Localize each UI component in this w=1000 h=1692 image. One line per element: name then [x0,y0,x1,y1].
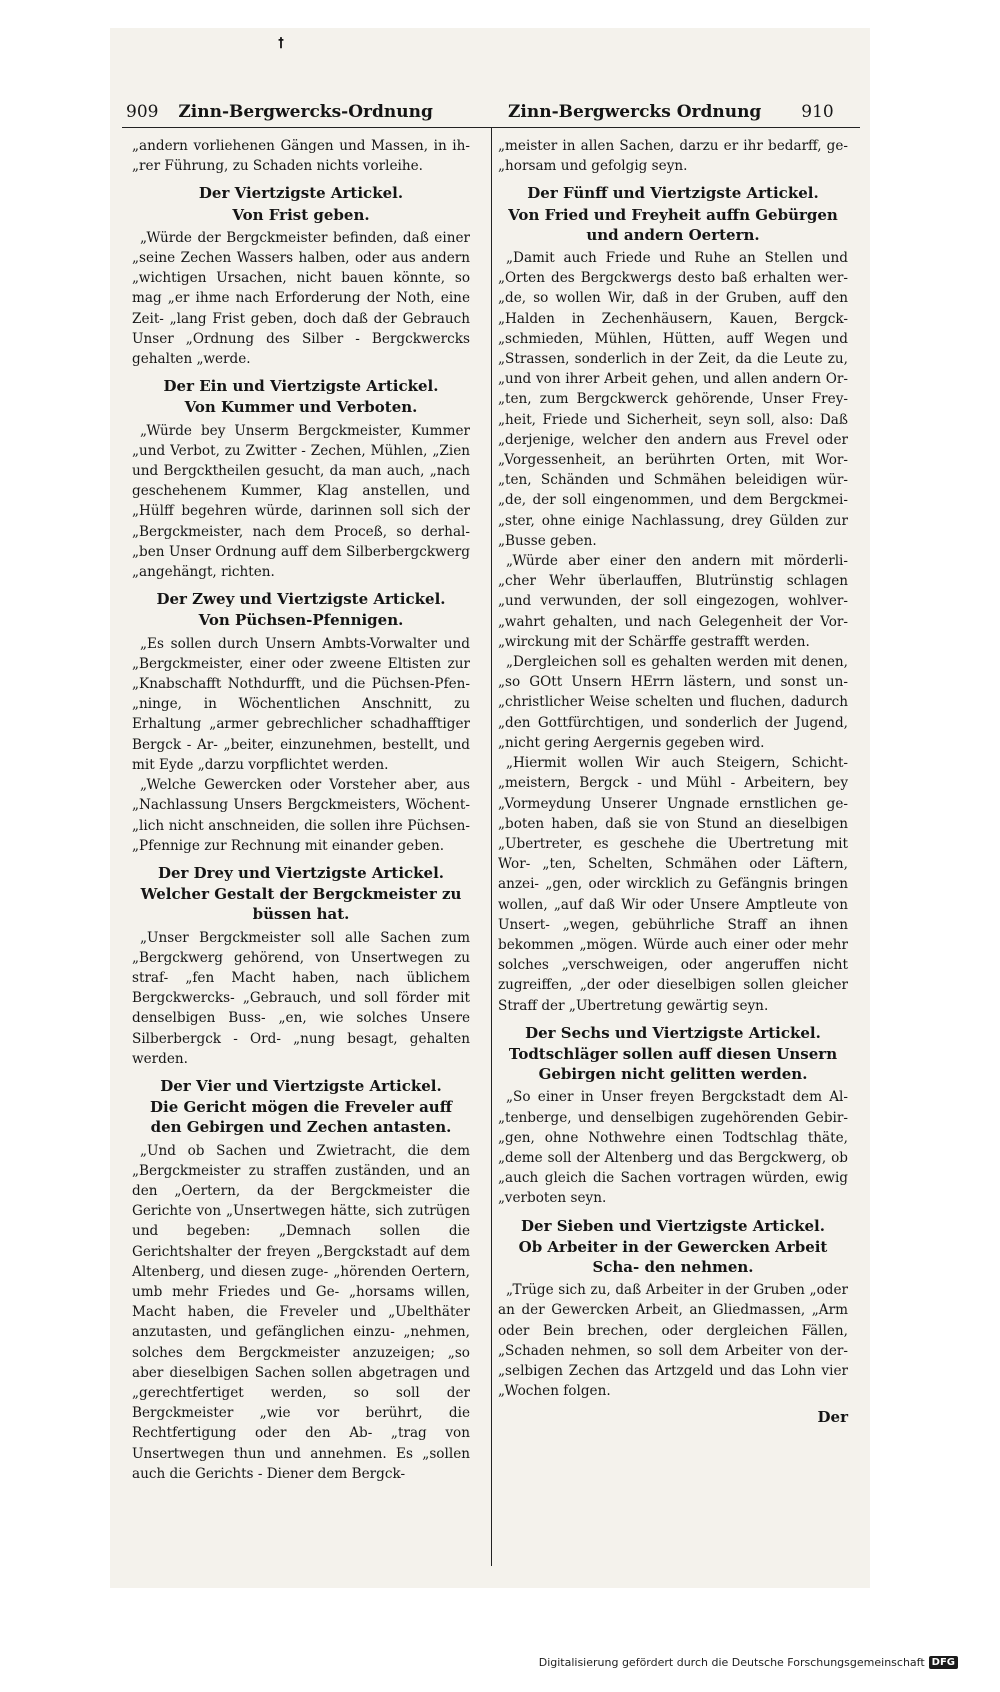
article-subtitle: Welcher Gestalt der Bergckmeister zu büssen hat. [140,885,462,924]
left-page-number: 909 [126,102,159,122]
signature-mark: ꝉ [278,36,284,52]
article-heading: Der Sieben und Viertzigste Artickel. [521,1216,825,1235]
right-column [498,136,848,1428]
catchword: Der [817,1408,848,1427]
paragraph: „Es sollen durch Unsern Ambts-Vorwalter und „Bergckmeister, einer oder zweene Eltisten zur „Knabschafft Nothdurfft, und die Püchsen-Pfen- „ninge, in Wöchentlichen Anschnitt, zu Erhaltung „armer gebrechlicher schadhafftiger Bergck - Ar- „beiter, einzunehmen, bestellt, und mit Eyde „darzu vorpflichtet werden. [132,635,470,773]
paragraph: „Welche Gewercken oder Vorsteher aber, aus „Nachlassung Unsers Bergckmeisters, Wöchent- „lich nicht anschneiden, die sollen ihre Püchsen- „Pfennige zur Rechnung mit einander geben. [132,777,470,854]
article-heading: Der Drey und Viertzigste Artickel. [157,863,445,882]
right-running-title: Zinn-Bergwercks Ordnung [508,102,762,122]
article-subtitle: Von Frist geben. [232,205,370,224]
paragraph: „So einer in Unser freyen Bergckstadt dem Al- „tenberge, und denselbigen zugehörenden Gebir- „gen, ohne Nothwehre einen Todtschlag thäte, „deme soll der Altenberg und das Bergckwerg, ob „auch gleich die Sachen vortragen würden, ewig „verboten seyn. [498,1089,848,1207]
article-subtitle: Todtschläger sollen auff diesen Unsern Gebirgen nicht gelitten werden. [508,1044,838,1084]
article-subtitle: Ob Arbeiter in der Gewercken Arbeit Scha- den nehmen. [518,1237,828,1276]
left-running-title: Zinn-Bergwercks-Ordnung [178,102,433,122]
paragraph: „Würde aber einer den andern mit mörderli- „cher Wehr überlauffen, Blutrünstig schlagen „und verwunden, der soll eingezogen, wohlver- „wahrt gehalten, und nach Gelegenheit der Vor- „wirckung mit der Schärffe gestrafft werden. [498,553,848,650]
article-heading: Der Sechs und Viertzigste Artickel. [525,1023,821,1042]
dfg-logo: DFG [929,1656,958,1669]
text-block: „meister in allen Sachen, darzu er ihr bedarff, ge- „horsam und gefolgig seyn. [498,138,848,175]
paragraph: „Würde der Bergckmeister befinden, daß einer „seine Zechen Wassers halben, oder aus andern „wichtigen Ursachen, nicht bauen könnte, so mag „er ihme nach Erforderung der Noth, eine Zeit- „lang Frist geben, doch daß der Gebrauch Unser „Ordnung des Silber - Bergckwercks gehalten „werde. [132,229,470,368]
article-heading: Der Viertzigste Artickel. [198,184,404,203]
text-block: „andern vorliehenen Gängen und Massen, in ih- „rer Führung, zu Schaden nichts vorleihe. [132,138,470,175]
paragraph: „Und ob Sachen und Zwietracht, die dem „Bergckmeister zu straffen zuständen, und an den „Oertern, da der Bergckmeister die Gerichte von „Unsertwegen hätte, sich zutrügen und begeben: „Demnach sollen die Gerichtshalter der freyen „Bergckstadt auf dem Altenberg, und diesen zuge- „hörenden Oertern, umb mehr Friedes und Ge- „horsams willen, Macht haben, die Freveler und „Ubelthäter anzutasten, und gefänglichen einzu- „nehmen, solches dem Bergckmeister anzuzeigen; „so aber dieselbigen Sachen sollen abgetragen und „gerechtfertiget werden, so soll der Bergckmeister „wie vor berührt, die Rechtfertigung oder den Ab- „trag von Unsertwegen thun und annehmen. Es „sollen auch die Gerichts - Diener dem Bergck- [132,1142,470,1482]
article-heading: Der Zwey und Viertzigste Artickel. [156,590,446,609]
article-heading: Der Fünff und Viertzigste Artickel. [527,184,819,203]
paragraph: „Dergleichen soll es gehalten werden mit denen, „so GOtt Unsern HErrn lästern, und sonst un- „christlicher Weise schelten und fluchen, dadurch „den Gottfürchtigen, und sonderlich der Jugend, „nicht gering Aergernis gegeben wird. [498,654,848,751]
paragraph: „Würde bey Unserm Bergckmeister, Kummer „und Verbot, zu Zwitter - Zechen, Mühlen, „Zien und Bergcktheilen gesucht, da man auch, „nach geschehenem Kummer, Klag anstellen, und „Hülff begehren würde, darinnen soll sich der „Bergckmeister, nach dem Proceß, so derhal- „ben Unser Ordnung auff dem Silberbergckwerg „angehängt, richten. [132,422,470,581]
article-heading: Der Vier und Viertzigste Artickel. [160,1076,442,1095]
article-subtitle: Von Püchsen-Pfennigen. [198,611,404,630]
paragraph: „Unser Bergckmeister soll alle Sachen zum „Bergckwerg gehörend, von Unsertwegen zu straf- „fen Macht haben, nach üblichem Bergckwercks- „Gebrauch, und soll förder mit denselbigen Buss- „en, wie solches Unsere Silberbergck - Ord- „nung besagt, gehalten werden. [132,929,470,1067]
article-subtitle: Die Gericht mögen die Freveler auff den Gebirgen und Zechen antasten. [150,1098,452,1137]
article-subtitle: Von Kummer und Verboten. [184,398,418,417]
article-subtitle: Von Fried und Freyheit auffn Gebürgen und andern Oertern. [508,205,838,244]
right-header [508,102,834,122]
footer [539,1656,958,1669]
paragraph: „Damit auch Friede und Ruhe an Stellen und „Orten des Bergckwergs desto baß erhalten wer- „de, so wollen Wir, daß in der Gruben, auff den „Halden in Zechenhäusern, Kauen, Bergck- „schmieden, Mühlen, Hütten, auff Wegen und „Strassen, sonderlich in der Zeit, da die Leute zu, „und von ihrer Arbeit gehen, und allen andern Or- „ten, zum Bergckwerck gehörende, Unser Frey- „heit, Friede und Sicherheit, seyn soll, also: Daß „derjenige, welcher den andern aus Frevel oder „Vorgessenheit, an berührten Orten, mit Wor- „ten, Schänden und Schmähen beleidigen wür- „de, der soll eingenommen, und dem Bergckmei- „ster, ohne einige Nachlassung, drey Gülden zur „Busse geben. [498,250,848,549]
paragraph: „Trüge sich zu, daß Arbeiter in der Gruben „oder an der Gewercken Arbeit, an Gliedmassen, „Arm oder Bein brechen, oder dergleichen Fällen, „Schaden nehmen, so soll dem Arbeiter von der- „selbigen Zechen das Artzgeld und das Lohn vier „Wochen folgen. [498,1282,848,1400]
article-heading: Der Ein und Viertzigste Artickel. [163,377,439,396]
footer-credit: Digitalisierung gefördert durch die Deutsche Forschungsgemeinschaft [538,1656,925,1669]
column-divider [491,128,492,1566]
right-page-number: 910 [801,102,834,122]
paragraph: „Hiermit wollen Wir auch Steigern, Schicht- „meistern, Bergck - und Mühl - Arbeitern, bey „Vormeydung Unserer Ungnade ernstlichen ge- „boten haben, daß sie von Stund an dieselbigen „Ubertreter, es geschehe die Ubertretung mit Wor- „ten, Schelten, Schmähen oder Läftern, anzei- „gen, oder wircklich zu Gefängnis bringen wollen, „auf daß Wir oder Unsere Amptleute von Unsert- „wegen, gebührliche Straff an ihnen bekommen „mögen. Würde auch einer oder mehr solches „verschweigen, oder angeruffen nicht zugreiffen, „der oder dieselbigen sollen gleicher Straff der „Ubertretung gewärtig seyn. [498,755,848,1014]
left-column [132,136,470,1484]
left-header [126,102,433,122]
